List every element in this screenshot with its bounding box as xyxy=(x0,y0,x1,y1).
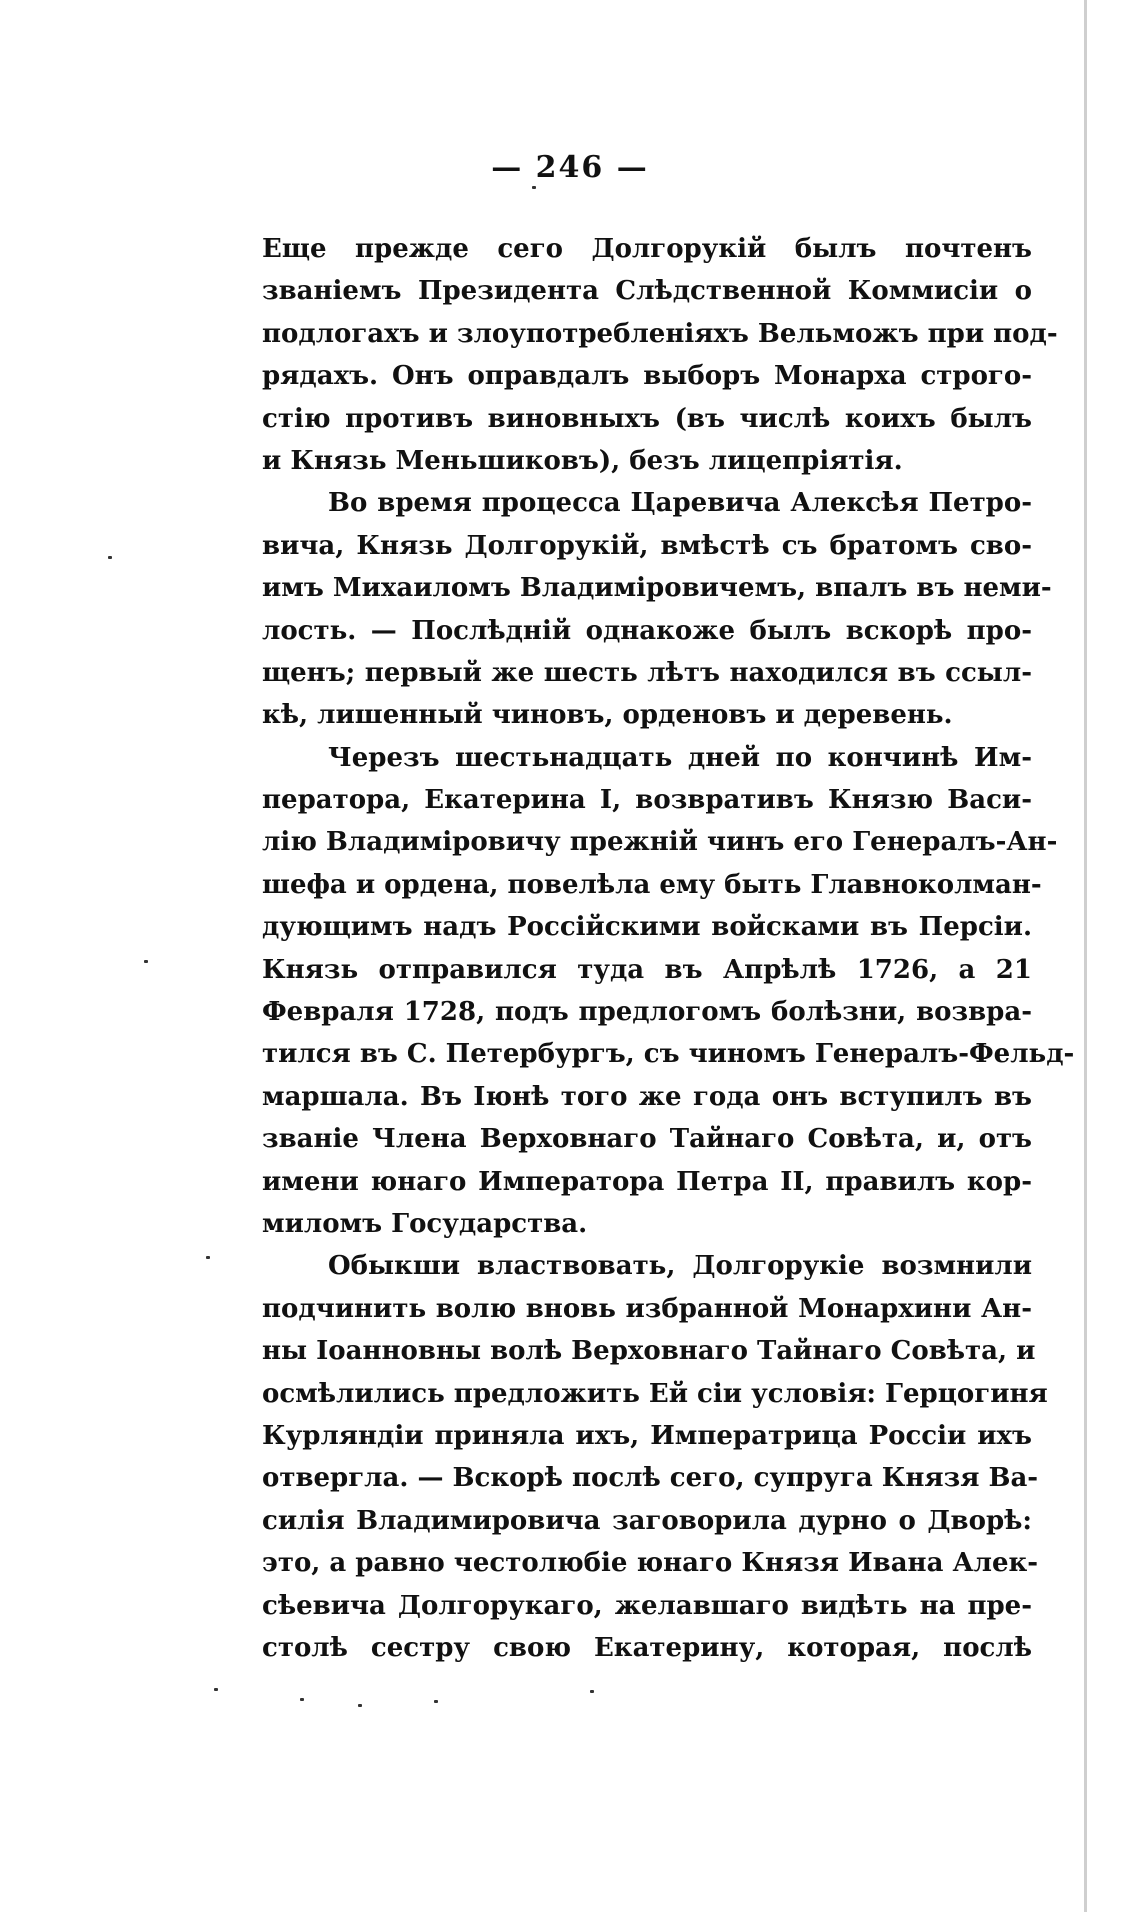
text-line: щенъ; первый же шесть лѣтъ находился въ ссыл- xyxy=(262,657,1032,688)
scan-speck xyxy=(434,1700,438,1703)
scan-speck xyxy=(532,186,536,189)
text-line: лію Владиміровичу прежній чинъ его Генералъ-Ан- xyxy=(262,827,1058,858)
text-line: вича, Князь Долгорукій, вмѣстѣ съ братомъ сво- xyxy=(262,530,1032,561)
page-number: — 246 — xyxy=(491,150,649,185)
text-line: миломъ Государства. xyxy=(262,1208,588,1239)
scan-speck xyxy=(300,1698,304,1701)
text-line: отвергла. — Вскорѣ послѣ сего, супруга Князя Ва- xyxy=(262,1463,1039,1494)
text-line: осмѣлились предложить Ей сіи условія: Герцогиня xyxy=(262,1378,1048,1409)
text-line: сѣевича Долгорукаго, желавшаго видѣть на пре- xyxy=(262,1590,1032,1621)
text-line: подлогахъ и злоупотребленіяхъ Вельможъ при под- xyxy=(262,318,1058,349)
text-line: имени юнаго Императора Петра II, правилъ кор- xyxy=(262,1166,1032,1197)
scan-speck xyxy=(144,960,148,963)
text-line: Февраля 1728, подъ предлогомъ болѣзни, возвра- xyxy=(262,997,1032,1028)
text-line: Еще прежде сего Долгорукій былъ почтенъ xyxy=(262,234,1032,264)
text-line: шефа и ордена, повелѣла ему быть Главноколман- xyxy=(262,869,1042,900)
text-line: Князь отправился туда въ Апрѣлѣ 1726, а 21 xyxy=(262,954,1032,985)
text-line: и Князь Меньшиковъ), безъ лицепріятія. xyxy=(262,445,903,476)
text-line: имъ Михаиломъ Владиміровичемъ, впалъ въ неми- xyxy=(262,573,1052,604)
scan-speck xyxy=(108,556,112,559)
scan-speck xyxy=(358,1704,362,1707)
text-line: Обыкши властвовать, Долгорукіе возмнили xyxy=(328,1251,1032,1282)
text-line: подчинить волю вновь избранной Монархини Ан- xyxy=(262,1293,1032,1324)
text-line: силія Владимировича заговорила дурно о Дворѣ: xyxy=(262,1505,1032,1536)
text-line: Курляндіи приняла ихъ, Императрица Россіи ихъ xyxy=(262,1420,1032,1451)
text-line: рядахъ. Онъ оправдалъ выборъ Монарха строго- xyxy=(262,361,1032,392)
text-line: ператора, Екатерина I, возвративъ Князю Васи- xyxy=(262,785,1032,816)
text-line: тился въ С. Петербургъ, съ чиномъ Генералъ-Фельд- xyxy=(262,1039,1075,1070)
text-line: это, а равно честолюбіе юнаго Князя Ивана Алек- xyxy=(262,1548,1039,1579)
text-line: кѣ, лишенный чиновъ, орденовъ и деревень. xyxy=(262,700,953,731)
text-line: званіе Члена Верховнаго Тайнаго Совѣта, и, отъ xyxy=(262,1124,1032,1155)
text-line: столѣ сестру свою Екатерину, которая, послѣ xyxy=(262,1632,1032,1663)
text-line: стію противъ виновныхъ (въ числѣ коихъ былъ xyxy=(262,403,1032,434)
body-text xyxy=(262,228,1075,1669)
scan-speck xyxy=(214,1688,218,1691)
scan-speck xyxy=(206,1256,210,1259)
text-line: ны Іоанновны волѣ Верховнаго Тайнаго Совѣта, и xyxy=(262,1336,1036,1367)
text-line: маршала. Въ Іюнѣ того же года онъ вступилъ въ xyxy=(262,1081,1032,1112)
page-edge-line xyxy=(1084,0,1087,1912)
text-line: Черезъ шестьнадцать дней по кончинѣ Им- xyxy=(328,742,1032,773)
text-line: лость. — Послѣдній однакоже былъ вскорѣ про- xyxy=(262,615,1032,646)
text-line: дующимъ надъ Россійскими войсками въ Персіи. xyxy=(262,912,1032,943)
scan-speck xyxy=(590,1690,594,1693)
text-line: званіемъ Президента Слѣдственной Коммисіи о xyxy=(262,276,1032,307)
text-line: Во время процесса Царевича Алексѣя Петро- xyxy=(328,488,1032,519)
